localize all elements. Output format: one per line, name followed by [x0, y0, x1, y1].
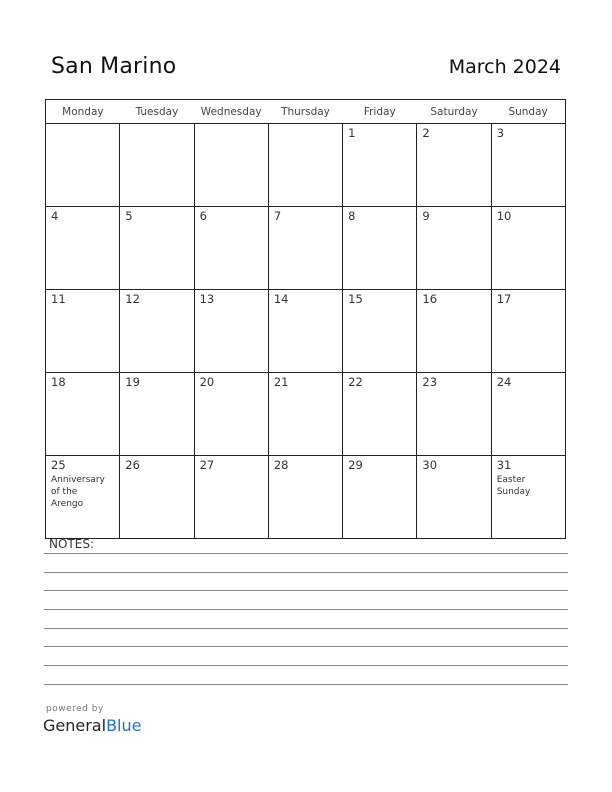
day-number: 6	[199, 209, 207, 223]
day-number: 30	[422, 458, 438, 472]
calendar-week-row	[46, 124, 566, 207]
day-number: 26	[125, 458, 140, 472]
calendar-week-row	[46, 456, 566, 539]
day-number: 20	[199, 375, 215, 389]
day-number: 8	[348, 209, 356, 223]
day-number: 4	[51, 209, 59, 223]
calendar-week-row	[46, 373, 566, 456]
day-number: 3	[496, 126, 505, 140]
calendar-day-cell	[46, 124, 120, 207]
day-number: 23	[422, 375, 438, 389]
calendar-day-cell	[343, 373, 417, 456]
day-number: 13	[199, 292, 215, 306]
day-number: 19	[125, 375, 140, 389]
weekday-friday: Friday	[343, 100, 417, 124]
calendar-day-cell	[491, 207, 565, 290]
calendar-day-cell	[491, 456, 565, 539]
calendar-day-cell	[194, 456, 268, 539]
weekday-monday: Monday	[46, 100, 120, 124]
day-number: 29	[348, 458, 363, 472]
notes-line	[44, 646, 568, 647]
calendar-day-cell	[46, 290, 120, 373]
day-number: 24	[496, 375, 512, 389]
notes-line	[44, 553, 568, 554]
calendar-day-cell	[120, 456, 194, 539]
day-number: 12	[125, 292, 140, 306]
calendar-day-cell	[268, 456, 342, 539]
calendar-day-cell	[343, 207, 417, 290]
calendar-day-cell	[120, 124, 194, 207]
day-number: 10	[496, 209, 512, 223]
calendar-day-cell	[417, 456, 491, 539]
day-number: 11	[51, 292, 66, 306]
calendar-week-row	[46, 207, 566, 290]
calendar-day-cell	[343, 290, 417, 373]
day-number: 15	[348, 292, 363, 306]
day-number: 9	[422, 209, 430, 223]
day-number: 2	[422, 126, 430, 140]
day-number: 18	[51, 375, 66, 389]
calendar-day-cell	[268, 373, 342, 456]
generalblue-logo	[43, 716, 141, 735]
calendar-week-row	[46, 290, 566, 373]
holiday-label: Easter Sunday	[496, 475, 531, 497]
day-number: 21	[273, 375, 289, 389]
logo-blue-text: Blue	[106, 716, 142, 735]
calendar-day-cell	[491, 290, 565, 373]
month-year-label: March 2024	[448, 56, 561, 78]
calendar-day-cell	[194, 207, 268, 290]
weekday-thursday: Thursday	[268, 100, 342, 124]
powered-by-label: powered by	[46, 704, 104, 714]
calendar-day-cell	[417, 124, 491, 207]
day-number: 16	[422, 292, 438, 306]
day-number: 7	[273, 209, 282, 223]
weekday-saturday: Saturday	[417, 100, 491, 124]
calendar-day-cell	[120, 290, 194, 373]
calendar-grid	[45, 99, 566, 539]
weekday-wednesday: Wednesday	[194, 100, 268, 124]
calendar-day-cell	[417, 207, 491, 290]
day-number: 17	[496, 292, 512, 306]
calendar-day-cell	[268, 207, 342, 290]
calendar-day-cell	[268, 124, 342, 207]
holiday-label: Anniversary of the Arengo	[51, 475, 105, 509]
calendar-day-cell	[194, 290, 268, 373]
calendar-title: San Marino	[51, 54, 177, 79]
calendar-day-cell	[46, 373, 120, 456]
calendar-day-cell	[46, 207, 120, 290]
calendar-day-cell	[120, 207, 194, 290]
day-number: 25	[51, 458, 66, 472]
notes-label: NOTES:	[49, 537, 94, 551]
weekday-header-row	[46, 100, 566, 124]
weekday-sunday: Sunday	[491, 100, 565, 124]
notes-line	[44, 628, 568, 629]
calendar-day-cell	[417, 290, 491, 373]
day-number: 28	[273, 458, 289, 472]
day-number: 5	[125, 209, 133, 223]
calendar-day-cell	[120, 373, 194, 456]
day-number: 14	[273, 292, 289, 306]
day-number: 22	[348, 375, 363, 389]
calendar-day-cell	[491, 124, 565, 207]
calendar-day-cell	[268, 290, 342, 373]
calendar-day-cell	[417, 373, 491, 456]
weekday-tuesday: Tuesday	[120, 100, 194, 124]
calendar-day-cell	[343, 456, 417, 539]
calendar-day-cell	[491, 373, 565, 456]
calendar-day-cell	[343, 124, 417, 207]
logo-general-text: General	[43, 716, 107, 735]
calendar-day-cell	[194, 373, 268, 456]
day-number: 1	[348, 126, 356, 140]
day-number: 31	[496, 458, 512, 472]
notes-line	[44, 684, 568, 685]
notes-line	[44, 572, 568, 573]
notes-line	[44, 590, 568, 591]
notes-line	[44, 609, 568, 610]
notes-line	[44, 665, 568, 666]
calendar-day-cell	[194, 124, 268, 207]
day-number: 27	[199, 458, 215, 472]
calendar-day-cell	[46, 456, 120, 539]
